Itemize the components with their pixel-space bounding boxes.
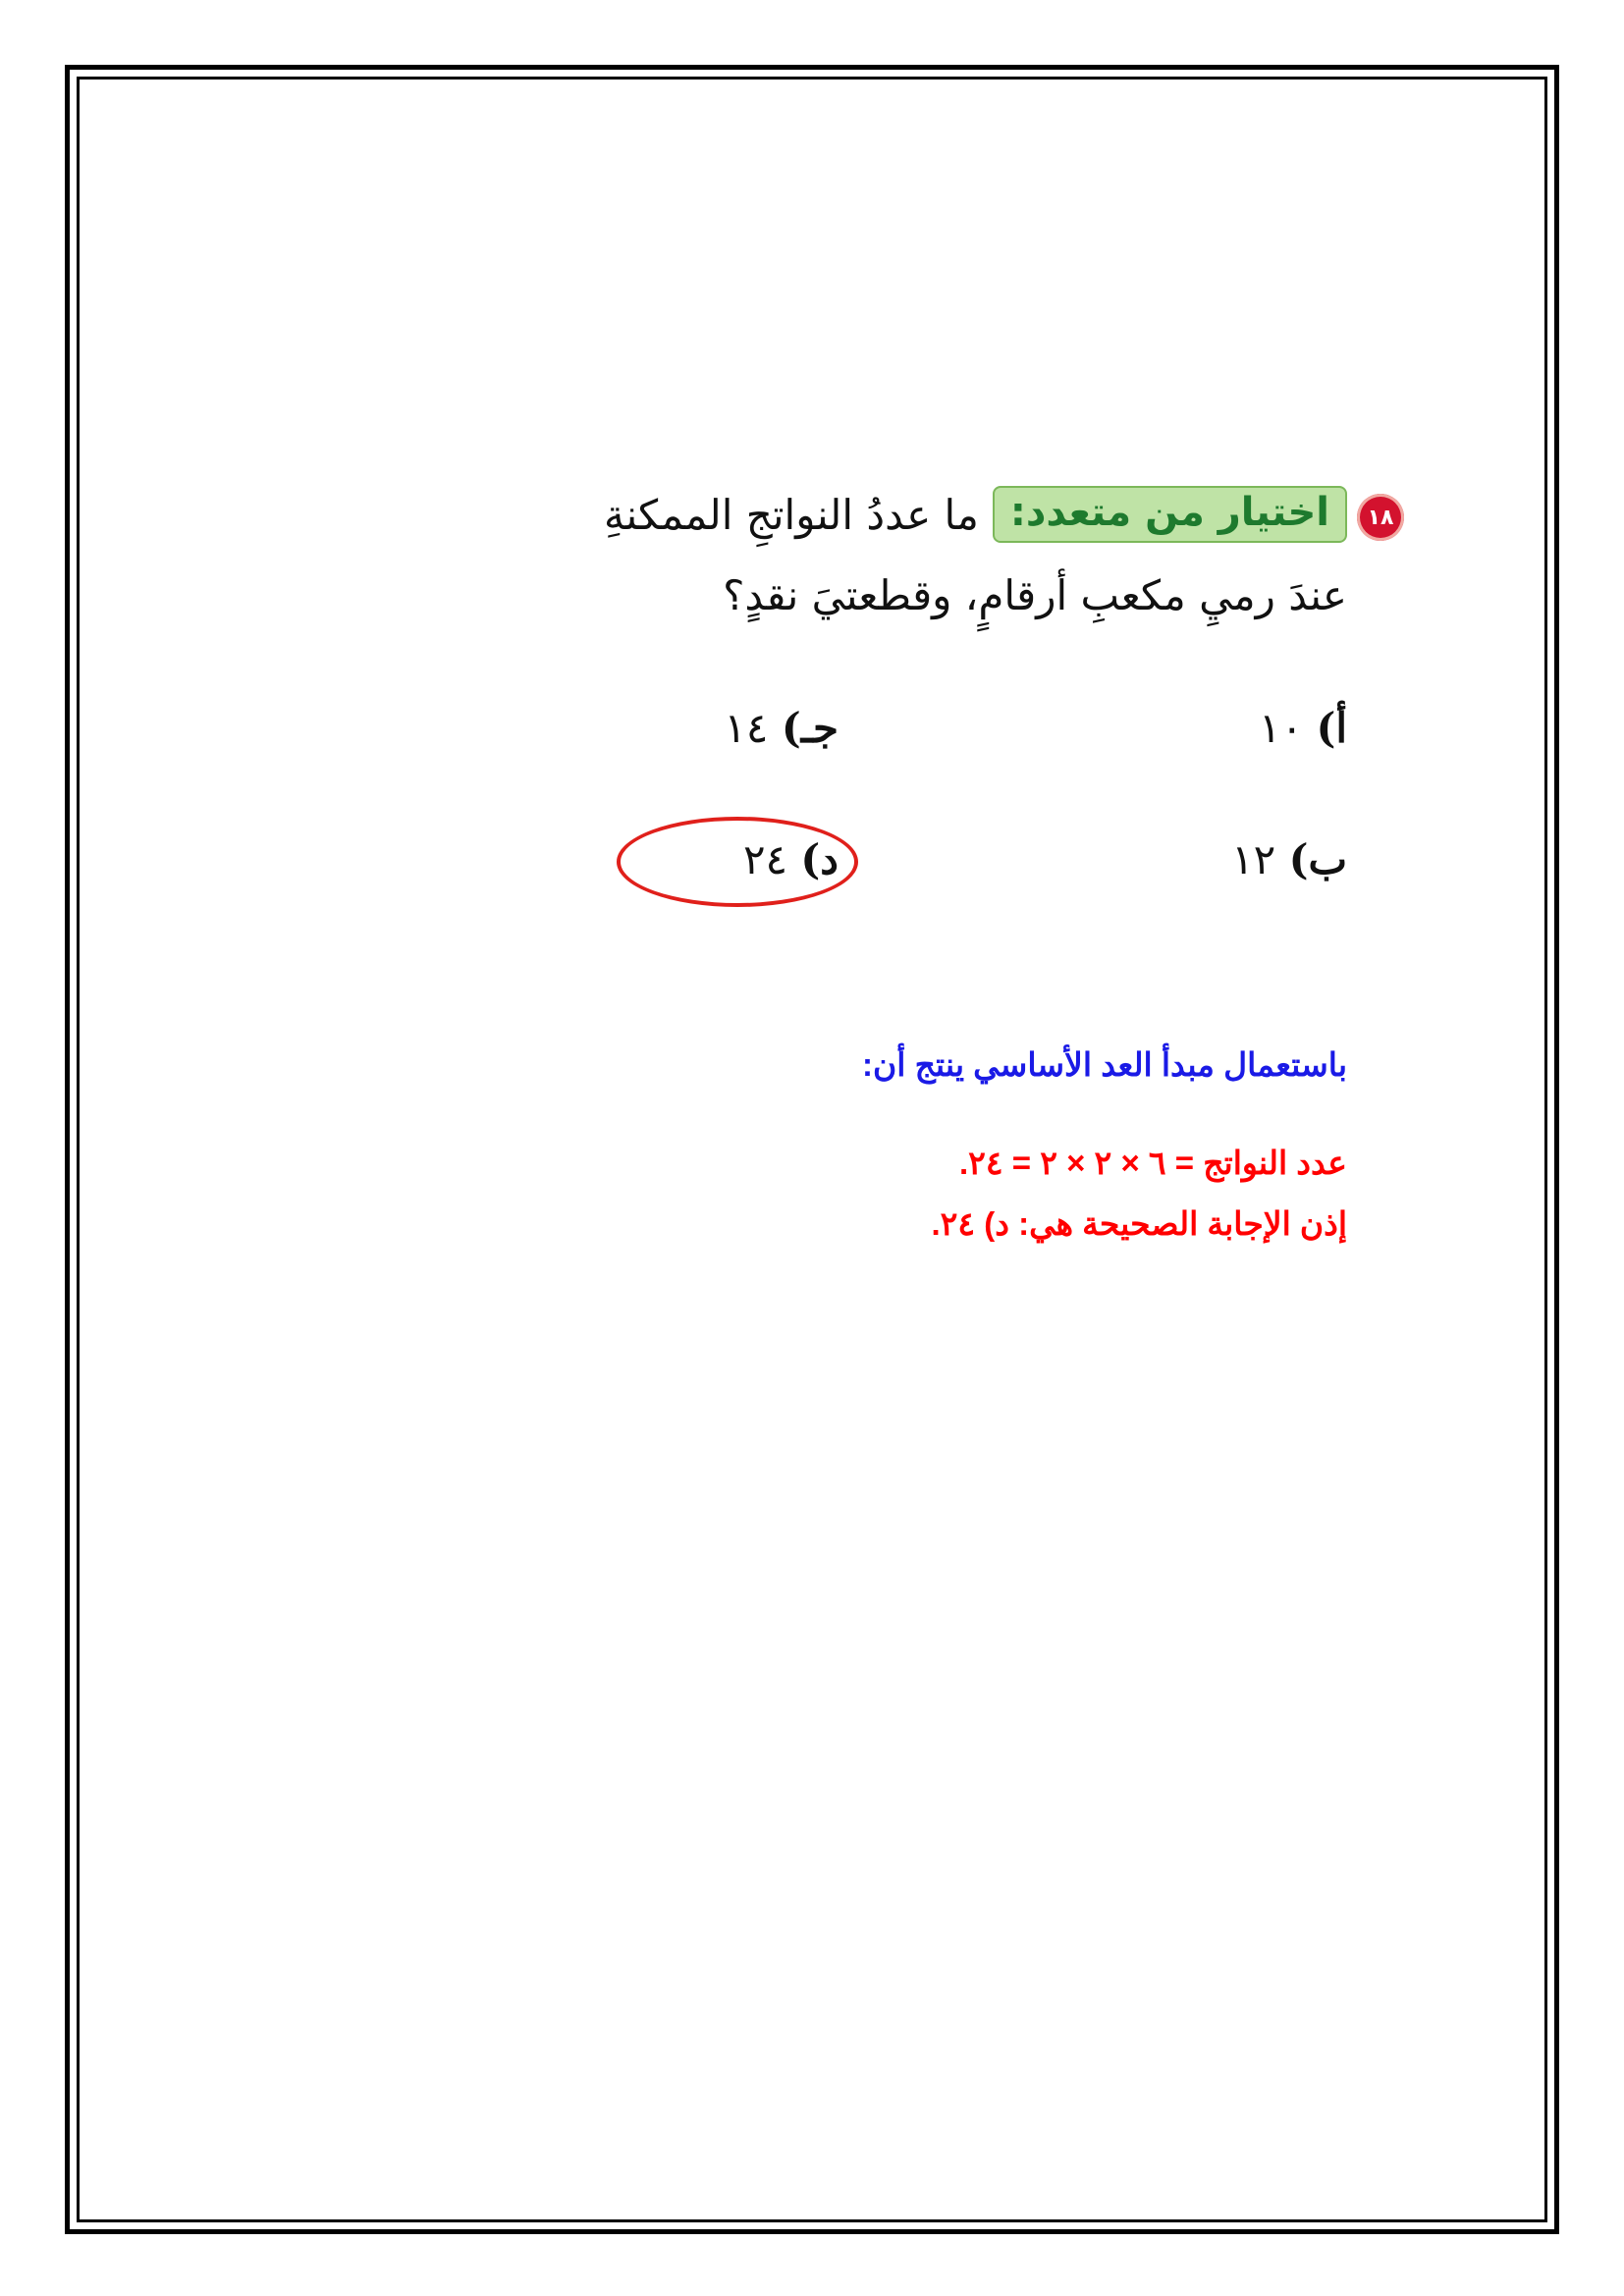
option-a-letter: أ) xyxy=(1316,704,1347,752)
option-c-value: ١٤ xyxy=(724,704,769,752)
question-text-1: ما عددُ النواتجِ الممكنةِ xyxy=(603,490,979,539)
option-b xyxy=(1111,830,1347,889)
option-a-value: ١٠ xyxy=(1258,704,1304,752)
solution-calculation: عدد النواتج = ٦ × ٢ × ٢ = ٢٤. xyxy=(958,1145,1347,1181)
question-number-badge: ١٨ xyxy=(1357,494,1404,541)
multiple-choice-tag: اختيار من متعدد: xyxy=(993,486,1347,543)
option-a xyxy=(1111,699,1347,758)
correct-answer-circle xyxy=(617,817,858,907)
solution-answer: إذن الإجابة الصحيحة هي: د) ٢٤. xyxy=(931,1205,1347,1242)
solution-intro: باستعمال مبدأ العد الأساسي ينتج أن: xyxy=(862,1046,1347,1083)
option-b-value: ١٢ xyxy=(1231,835,1276,883)
option-c-letter: جـ) xyxy=(781,704,839,752)
option-d-value: ٢٤ xyxy=(742,835,788,883)
option-c xyxy=(603,699,839,758)
question-line-1 xyxy=(463,475,1347,554)
question-line-2: عندَ رميِ مكعبِ أرقامٍ، وقطعتيَ نقدٍ؟ xyxy=(723,571,1347,619)
option-b-letter: ب) xyxy=(1288,835,1347,883)
option-d-letter: د) xyxy=(800,835,839,883)
